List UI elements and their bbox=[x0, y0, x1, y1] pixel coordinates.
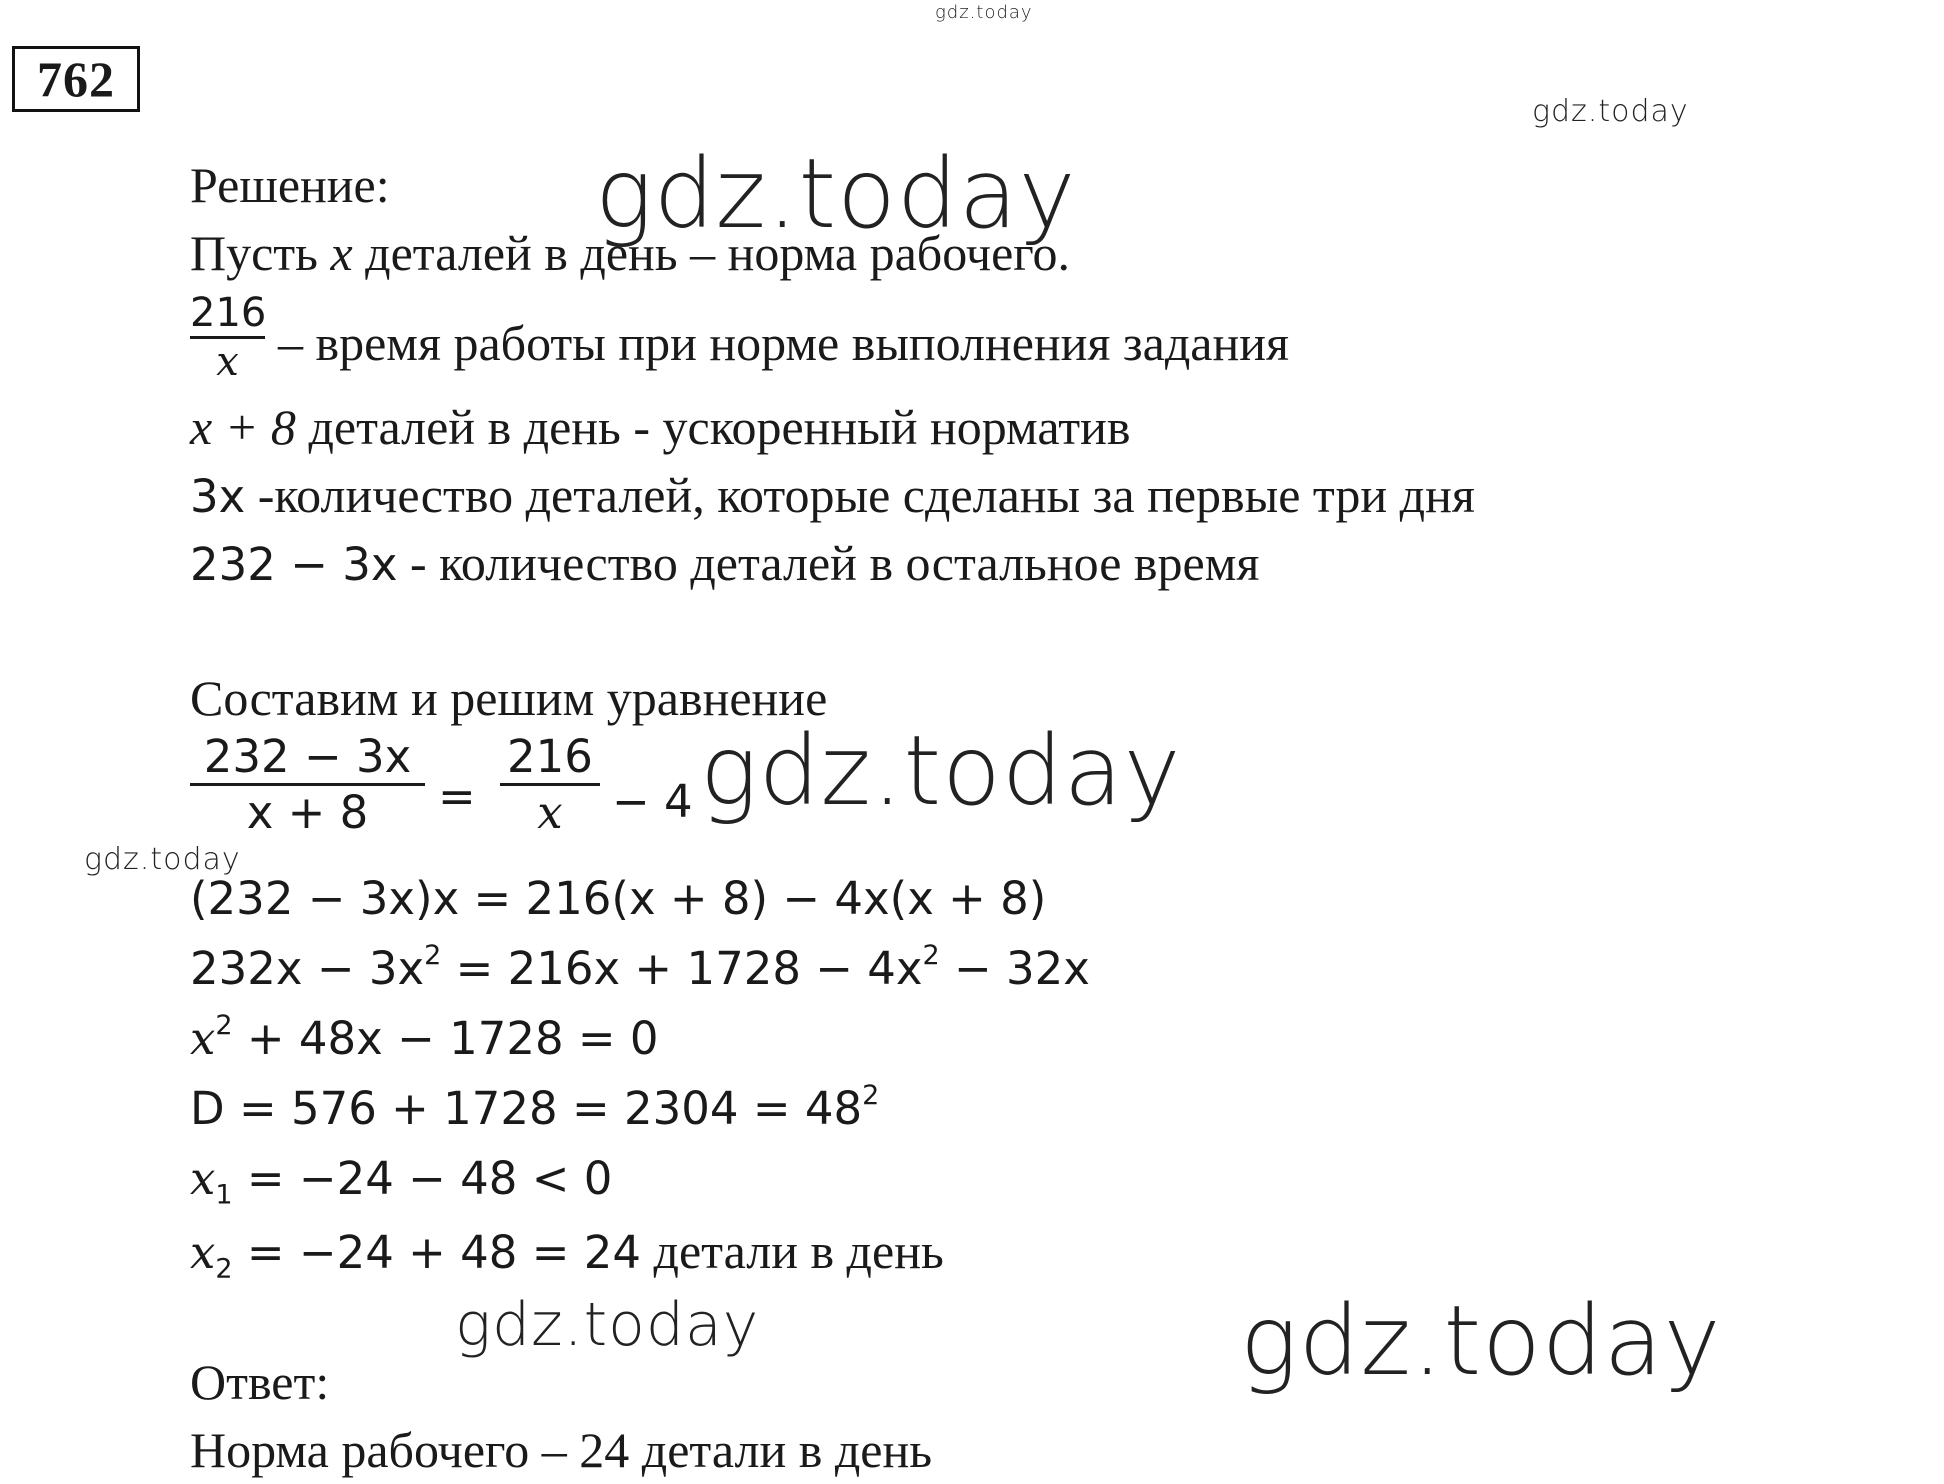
step-root-2 bbox=[190, 1222, 944, 1285]
var-x: x bbox=[190, 1226, 216, 1279]
step-quadratic bbox=[190, 1009, 659, 1065]
lhs-numerator: 232 − 3x bbox=[203, 730, 412, 783]
fraction-numerator: 216 bbox=[190, 290, 267, 336]
answer-text: Норма рабочего – 24 детали в день bbox=[190, 1422, 933, 1478]
step-simplify bbox=[190, 939, 1090, 995]
fraction-216-over-x bbox=[190, 290, 265, 385]
step-root-1 bbox=[190, 1152, 613, 1211]
exponent: 2 bbox=[862, 1079, 880, 1111]
watermark-large-3: gdz.today bbox=[1240, 1285, 1722, 1397]
line-4-text: -количество деталей, которые сделаны за первые три дня bbox=[245, 467, 1475, 523]
rhs-tail: − 4 bbox=[612, 775, 693, 828]
equation-lhs-fraction bbox=[190, 730, 425, 839]
line-three-days bbox=[190, 467, 1475, 523]
problem-number: 762 bbox=[12, 46, 140, 112]
step-expand: (232 − 3x)x = 216(x + 8) − 4x(x + 8) bbox=[190, 872, 1047, 925]
line-1-prefix: Пусть bbox=[190, 225, 331, 281]
var-x: x bbox=[190, 1012, 216, 1065]
answer-label: Ответ: bbox=[190, 1354, 330, 1410]
math-232-minus-3x: 232 − 3x bbox=[190, 538, 398, 591]
watermark-medium: gdz.today bbox=[455, 1290, 760, 1360]
math-3x: 3x bbox=[190, 470, 246, 523]
discriminant-text: D = 576 + 1728 = 2304 = 48 bbox=[190, 1082, 863, 1135]
root-2-unit: детали в день bbox=[641, 1223, 944, 1279]
rhs-numerator: 216 bbox=[507, 730, 593, 783]
exponent: 2 bbox=[922, 939, 940, 971]
watermark-large-2: gdz.today bbox=[700, 715, 1182, 827]
root-1-value: = −24 − 48 < 0 bbox=[232, 1152, 613, 1205]
watermark-large-1: gdz.today bbox=[595, 138, 1077, 250]
solution-label: Решение: bbox=[190, 157, 390, 213]
watermark-left: gdz.today bbox=[84, 842, 241, 877]
var-x: x bbox=[330, 225, 353, 281]
line-1-suffix: деталей в день – норма рабочего. bbox=[352, 225, 1071, 281]
step-discriminant bbox=[190, 1079, 880, 1135]
line-accelerated bbox=[190, 399, 1131, 455]
rhs-denominator: x bbox=[537, 786, 563, 839]
fraction-denominator: x bbox=[216, 339, 239, 385]
equation-header: Составим и решим уравнение bbox=[190, 670, 828, 726]
step-3-rest: + 48x − 1728 = 0 bbox=[232, 1012, 659, 1065]
lhs-denominator: x + 8 bbox=[246, 786, 369, 839]
root-2-value: = −24 + 48 = 24 bbox=[232, 1226, 642, 1279]
math-x-plus-8: x + 8 bbox=[190, 399, 296, 455]
line-work-time: – время работы при норме выполнения задания bbox=[278, 315, 1290, 371]
equation-rhs-fraction bbox=[500, 730, 600, 839]
watermark-top-right: gdz.today bbox=[1532, 94, 1689, 129]
step-2-part-c: − 32x bbox=[939, 942, 1090, 995]
line-5-text: - количество деталей в остальное время bbox=[397, 535, 1260, 591]
line-remaining bbox=[190, 535, 1260, 591]
watermark-top: gdz.today bbox=[935, 2, 1033, 23]
step-2-part-a: 232x − 3x bbox=[190, 942, 425, 995]
exponent: 2 bbox=[424, 939, 442, 971]
line-3-text: деталей в день - ускоренный норматив bbox=[295, 399, 1131, 455]
subscript: 2 bbox=[215, 1253, 233, 1285]
step-2-part-b: = 216x + 1728 − 4x bbox=[441, 942, 923, 995]
subscript: 1 bbox=[215, 1179, 233, 1211]
equals-sign: = bbox=[438, 770, 476, 823]
exponent: 2 bbox=[215, 1009, 233, 1041]
var-x: x bbox=[190, 1152, 216, 1205]
